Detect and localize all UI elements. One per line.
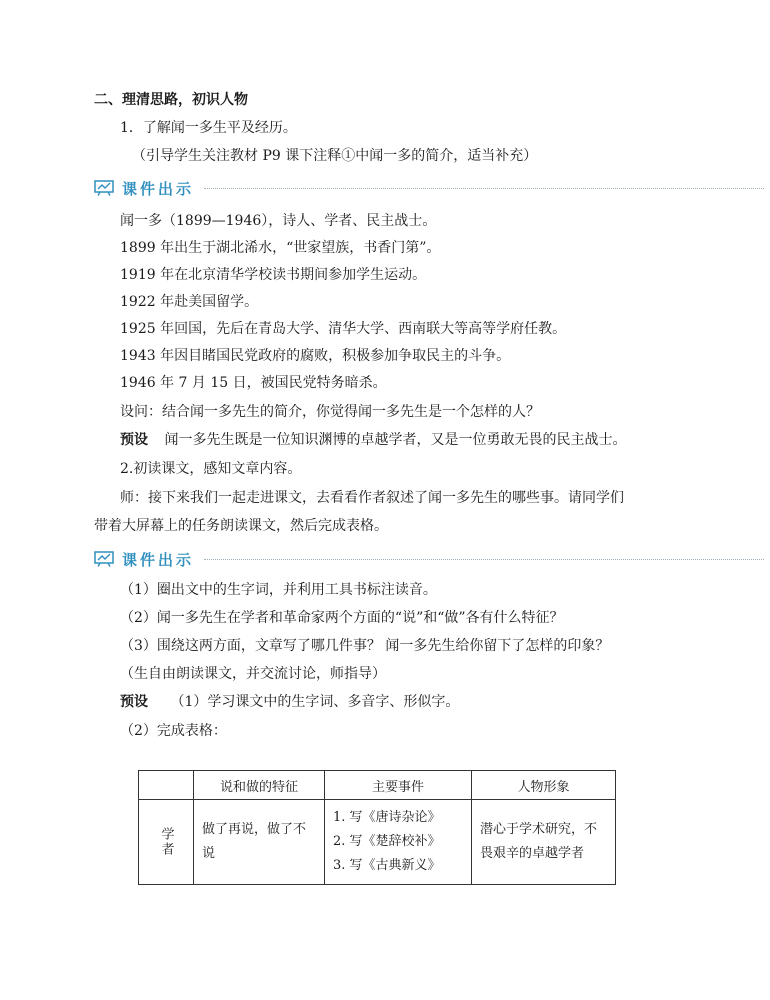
- question-line: 设问：结合闻一多先生的简介，你觉得闻一多先生是一个怎样的人？: [120, 404, 540, 420]
- presentation-board-icon: [94, 551, 114, 567]
- events-list: [325, 800, 471, 884]
- kejian-header-2: [94, 548, 194, 570]
- table-header-cell: 人物形象: [472, 771, 616, 800]
- preset-label: 预设: [120, 432, 148, 448]
- feature-text: 做了再说，做了不说: [202, 822, 307, 861]
- table-header-cell: [139, 771, 194, 800]
- bio-line: 闻一多（1899—1946），诗人、学者、民主战士。: [120, 213, 437, 229]
- bio-line: 1943 年因目睹国民党政府的腐败，积极参加争取民主的斗争。: [120, 348, 511, 364]
- table-header-cell: 主要事件: [325, 771, 472, 800]
- preset-label: 预设: [120, 694, 148, 710]
- bio-line: 1922 年赴美国留学。: [120, 294, 259, 310]
- dotted-divider: [204, 559, 764, 560]
- dotted-divider: [204, 188, 764, 189]
- kejian-label: 课件出示: [122, 179, 195, 198]
- bio-line: 1925 年回国，先后在青岛大学、清华大学、西南联大等高等学府任教。: [120, 321, 567, 337]
- task-line: （1）圈出文中的生字词，并利用工具书标注读音。: [120, 582, 437, 598]
- kejian-label: 课件出示: [122, 550, 195, 569]
- image-cell: [472, 800, 616, 885]
- preset-1: [120, 430, 626, 450]
- event-item: 2. 写《楚辞校补》: [333, 834, 441, 849]
- row-label-cell: [139, 800, 194, 885]
- table-header-cell: 说和做的特征: [194, 771, 325, 800]
- preset-text: （1）学习课文中的生字词、多音字、形似字。: [170, 694, 460, 710]
- event-item: 1. 写《唐诗杂论》: [333, 810, 441, 825]
- event-item: 3. 写《古典新义》: [333, 858, 441, 873]
- preset-2-sub: （2）完成表格：: [120, 723, 227, 739]
- item-1: 1．了解闻一多生平及经历。: [120, 120, 297, 136]
- teacher-line: 师：接下来我们一起走进课文，去看看作者叙述了闻一多先生的哪些事。请同学们: [120, 490, 624, 506]
- task-line: （2）闻一多先生在学者和革命家两个方面的“说”和“做”各有什么特征？: [120, 610, 564, 626]
- kejian-header-1: [94, 177, 194, 199]
- image-text: 潜心于学术研究，不畏艰辛的卓越学者: [480, 822, 598, 861]
- bio-line: 1919 年在北京清华学校读书期间参加学生运动。: [120, 267, 427, 283]
- feature-cell: [194, 800, 325, 885]
- task-line: （3）围绕这两方面，文章写了哪几件事？ 闻一多先生给你留下了怎样的印象？: [120, 638, 610, 654]
- presentation-board-icon: [94, 180, 114, 196]
- table-row: [139, 800, 616, 885]
- summary-table: [138, 770, 616, 885]
- table-header-row: [139, 771, 616, 800]
- preset-2: [120, 692, 459, 712]
- section-title: 二、理清思路，初识人物: [94, 92, 248, 108]
- item-1-note: （引导学生关注教材 P9 课下注释①中闻一多的简介，适当补充）: [132, 148, 538, 164]
- bio-line: 1946 年 7 月 15 日，被国民党特务暗杀。: [120, 375, 387, 391]
- task-line: （生自由朗读课文，并交流讨论，师指导）: [120, 666, 386, 682]
- item-2: 2.初读课文，感知文章内容。: [120, 461, 302, 477]
- bio-line: 1899 年出生于湖北浠水，“世家望族，书香门第”。: [120, 240, 441, 256]
- events-cell: [325, 800, 472, 885]
- preset-text: 闻一多先生既是一位知识渊博的卓越学者，又是一位勇敢无畏的民主战士。: [164, 432, 627, 448]
- teacher-line: 带着大屏幕上的任务朗读课文，然后完成表格。: [94, 518, 388, 534]
- row-label: 学者: [158, 827, 174, 857]
